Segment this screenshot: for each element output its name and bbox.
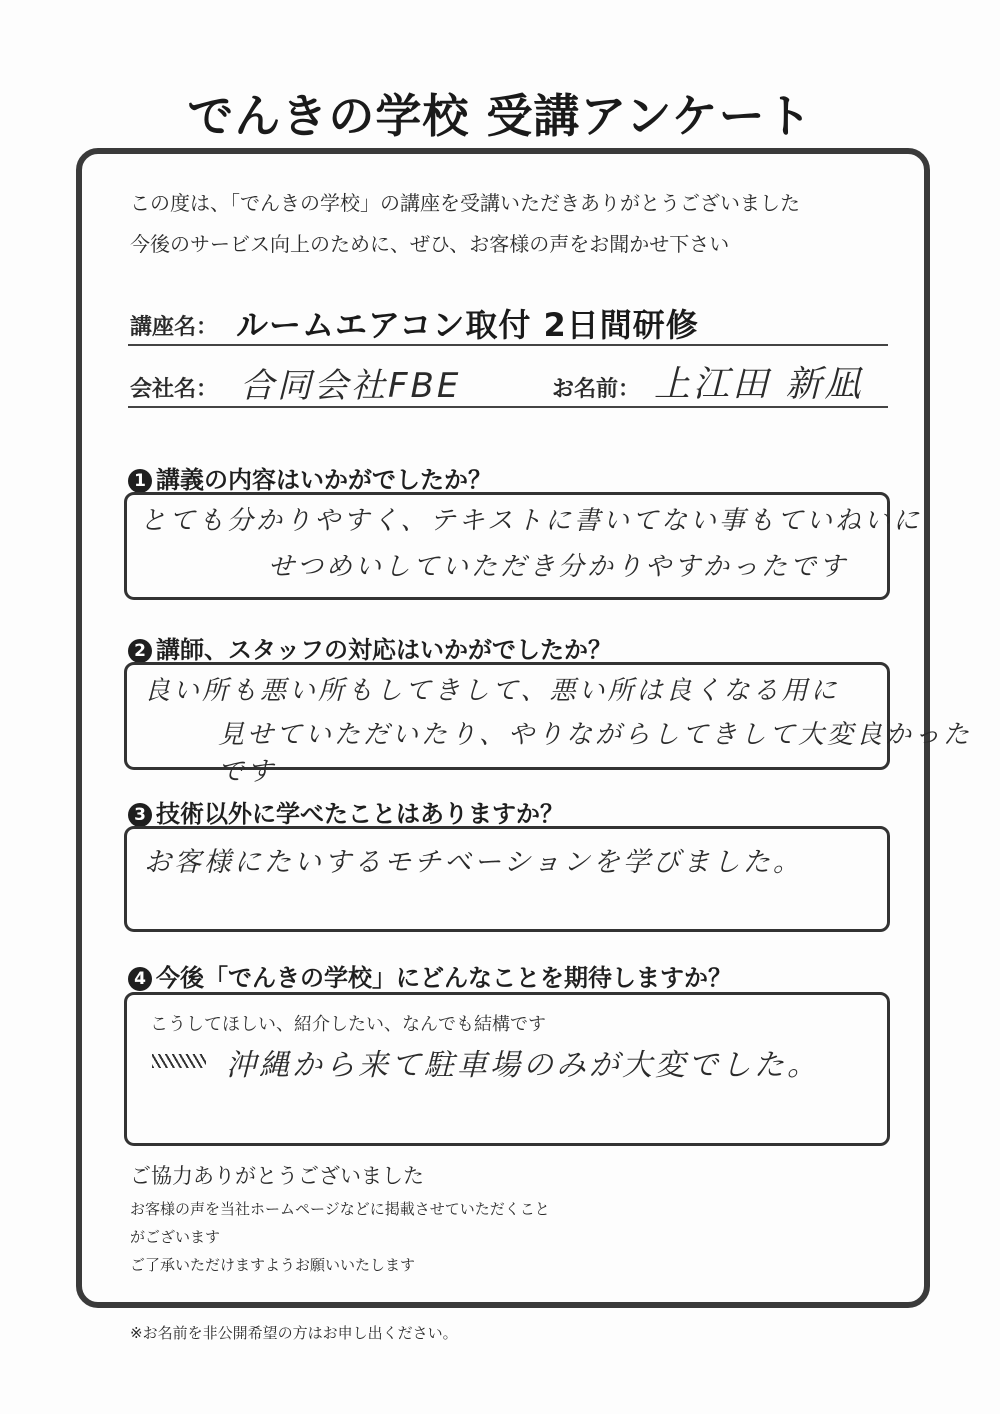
question-text: 今後「でんきの学校」にどんなことを期待しますか？ <box>156 964 732 992</box>
question-2-title <box>128 630 612 665</box>
page-title: でんきの学校 受講アンケート <box>187 89 813 143</box>
question-4-title <box>128 958 732 993</box>
course-underline <box>128 344 888 346</box>
course-label: 講座名： <box>130 315 219 340</box>
question-number-badge: 3 <box>128 803 152 827</box>
footer-thanks: ご協力ありがとうございました <box>130 1164 424 1188</box>
question-text: 講義の内容はいかがでしたか？ <box>156 466 492 494</box>
question-1-title <box>128 460 492 495</box>
answer-4-hint: こうしてほしい、紹介したい、なんでも結構です <box>150 1014 546 1035</box>
answer-4-line-1: 沖縄から来て駐車場のみが大変でした。 <box>226 1048 820 1083</box>
intro-line-2: 今後のサービス向上のために、ぜひ、お客様の声をお聞かせ下さい <box>130 232 730 256</box>
answer-2-line-2: 見せていただいたり、やりながらしてきして大変良かったです <box>218 720 973 787</box>
footer-line-2: がございます <box>130 1228 221 1246</box>
intro-line-1: この度は、「でんきの学校」の講座を受講いただきありがとうございました <box>130 191 800 215</box>
question-number-badge: 4 <box>128 967 152 991</box>
company-value: 合同会社FBE <box>240 366 462 406</box>
answer-3-line-1: お客様にたいするモチベーションを学びました。 <box>144 847 803 878</box>
crossed-out-mark <box>152 1054 206 1068</box>
question-number-badge: 2 <box>128 639 152 663</box>
answer-1-line-1: とても分かりやすく、テキストに書いてない事もていねいに <box>140 506 922 536</box>
question-text: 技術以外に学べたことはありますか？ <box>156 800 564 828</box>
answer-1-line-2: せつめいしていただき分かりやすかったです <box>268 552 849 582</box>
answer-2-line-1: 良い所も悪い所もしてきして、悪い所は良くなる用に <box>144 676 840 706</box>
footer-line-1: お客様の声を当社ホームページなどに掲載させていただくこと <box>130 1200 550 1218</box>
question-number-badge: 1 <box>128 469 152 493</box>
course-value: ルームエアコン取付 2日間研修 <box>236 306 699 344</box>
question-text: 講師、スタッフの対応はいかがでしたか？ <box>156 636 612 664</box>
name-value: 上江田 新凪 <box>654 364 864 405</box>
privacy-note: ※お名前を非公開希望の方はお申し出ください。 <box>130 1324 458 1342</box>
footer-line-3: ご了承いただけますようお願いいたします <box>130 1256 416 1274</box>
name-label: お名前： <box>552 377 641 402</box>
company-label: 会社名： <box>130 377 219 402</box>
question-3-title <box>128 794 564 829</box>
company-name-underline <box>128 406 888 408</box>
